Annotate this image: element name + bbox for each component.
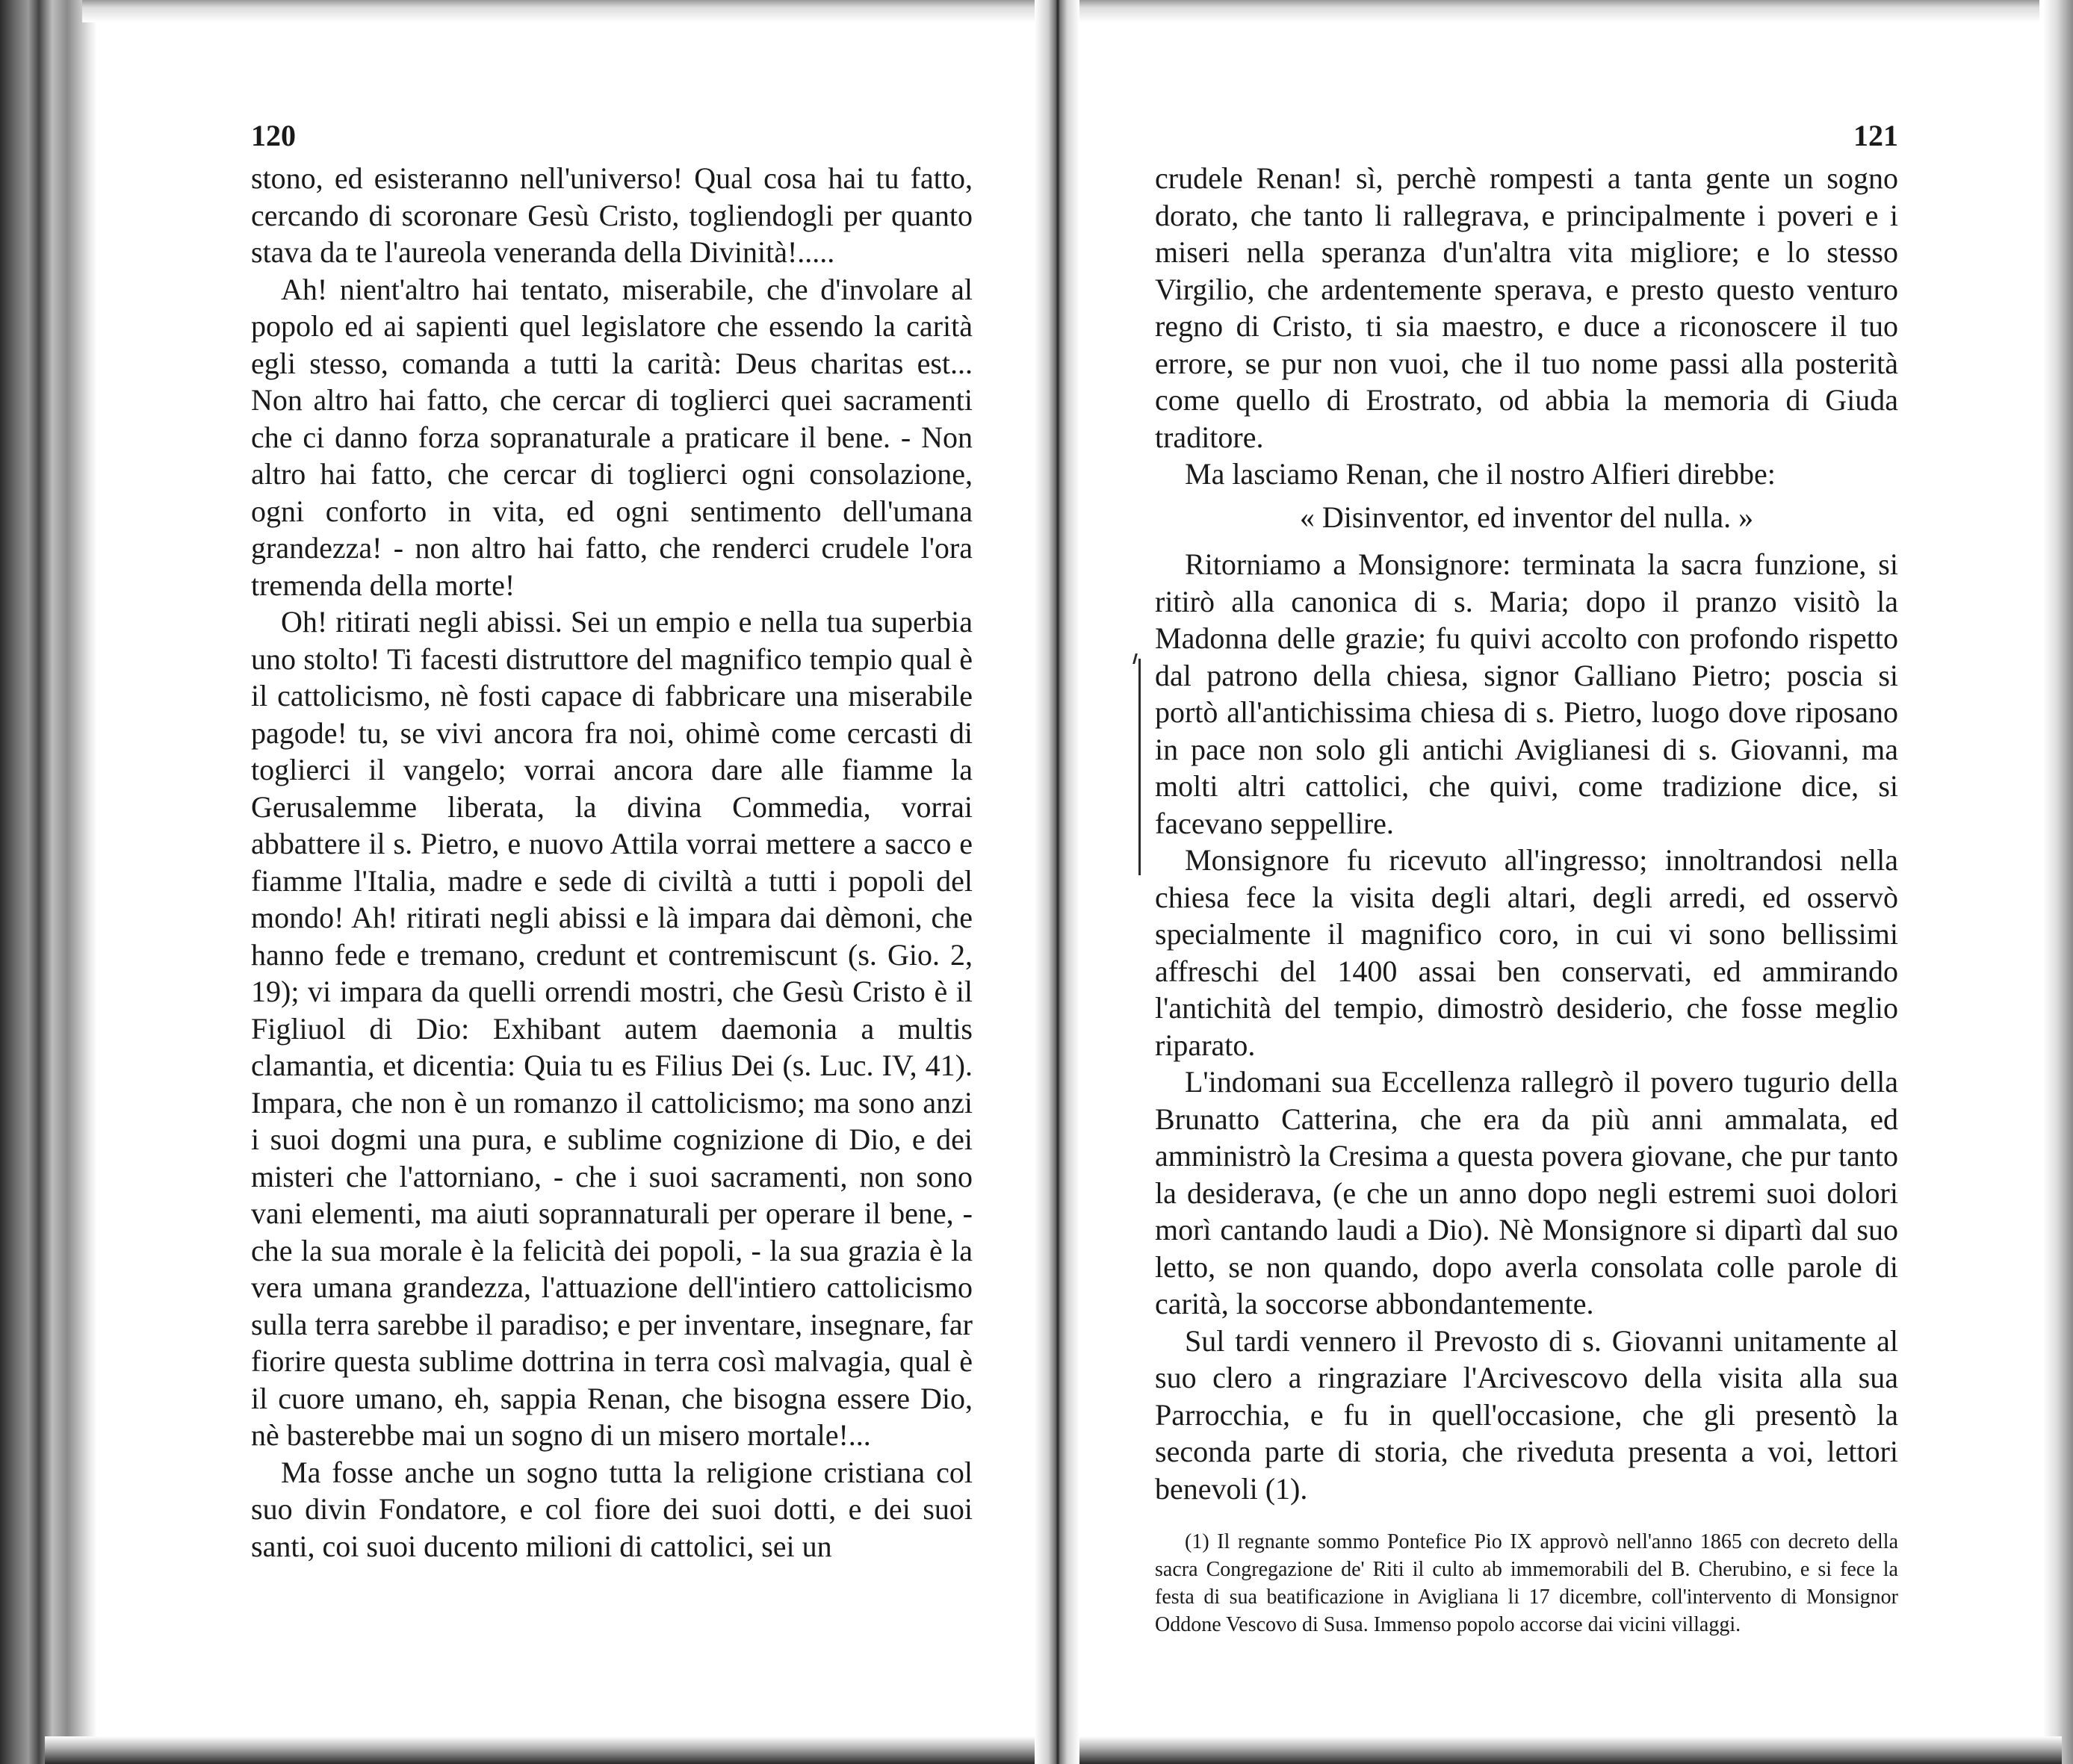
right-paragraph-5: L'indomani sua Eccellenza rallegrò il povero tugurio della Brunatto Catterina, che era da più anni ammalata, ed amministrò la Cresima a questa povera giovane, che pur tanto la desiderava, (e che un anno dopo negli estremi suoi dolori morì cantando laudi a Dio). Nè Monsignore si dipartì dal suo letto, se non quando, dopo averla consolata colle parole di carità, la soccorse abbondantemente.: [1155, 1065, 1898, 1320]
book-edge-left: [0, 0, 97, 1764]
left-page: [251, 119, 973, 1565]
left-paragraph-2: Ah! nient'altro hai tentato, miserabile, che d'involare al popolo ed ai sapienti quel legislatore che essendo la carità egli stesso, comanda a tutti la carità: Deus charitas est... Non altro hai fatto, che cercar di toglierci quei sacramenti che ci danno forza sopranaturale a praticare il bene. - Non altro hai fatto, che cercar di toglierci ogni consolazione, ogni conforto in vita, ed ogni sentimento dell'umana grandezza! - non altro hai fatto, che renderci crudele l'ora tremenda della morte!: [251, 272, 973, 602]
left-page-body: [251, 160, 973, 1565]
footnotes: [1155, 1528, 1898, 1639]
book-gutter: [1035, 0, 1079, 1764]
book-edge-right: [2043, 0, 2073, 1764]
right-page: [1155, 119, 1898, 1639]
right-paragraph-4: Monsignore fu ricevuto all'ingresso; innoltrandosi nella chiesa fece la visita degli altari, degli arredi, ed osservò specialmente il magnifico coro, in cui vi sono bellissimi affreschi del 1400 assai ben conservati, ed ammirando l'antichità del tempio, dimostrò desiderio, che fosse meglio riparato.: [1155, 843, 1898, 1062]
verse-quote-text: « Disinventor, ed inventor del nulla. »: [1299, 500, 1754, 534]
left-paragraph-3: Oh! ritirati negli abissi. Sei un empio e nella tua superbia uno stolto! Ti facesti distruttore del magnifico tempio qual è il cattolicismo, nè fosti capace di fabbricare una miserabile pagode! tu, se vivi ancora fra noi, ohimè come cercasti di toglierci il vangelo; vorrai ancora dare alle fiamme la Gerusalemme liberata, la divina Commedia, vorrai abbattere il s. Pietro, e nuovo Attila vorrai mettere a sacco e fiamme l'Italia, madre e sede di civiltà a tutti i popoli del mondo! Ah! ritirati negli abissi e là impara dai dèmoni, che hanno fede e tremano, credunt et contremiscunt (s. Gio. 2, 19); vi impara da quelli orrendi mostri, che Gesù Cristo è il Figliuol di Dio: Exhibant autem daemonia a multis clamantia, et dicentia: Quia tu es Filius Dei (s. Luc. IV, 41). Impara, che non è un romanzo il cattolicismo; ma sono anzi i suoi dogmi una pura, e sublime cognizione di Dio, e dei misteri che l'attorniano, - che i suoi sacramenti, non sono vani elementi, ma aiuti soprannaturali per operare il bene, - che la sua morale è la felicità dei popoli, - la sua grazia è la vera umana grandezza, l'attuazione dell'intiero cattolicismo sulla terra sarebbe il paradiso; e per inventare, insegnare, far fiorire questa sublime dottrina in terra così malvagia, qual è il cuore umano, eh, sappia Renan, che bisogna essere Dio, nè basterebbe mai un sogno di un misero mortale!...: [251, 605, 973, 1452]
page-number-left: 120: [251, 119, 296, 152]
right-paragraph-6: Sul tardi vennero il Prevosto di s. Giovanni unitamente al suo clero a ringraziare l'Arcivescovo della visita alla sua Parrocchia, e fu in quell'occasione, che gli presentò la seconda parte di storia, che riveduta presenta a voi, lettori benevoli (1).: [1155, 1323, 1898, 1506]
right-paragraph-2: Ma lasciamo Renan, che il nostro Alfieri direbbe:: [1185, 457, 1776, 491]
page-number-right: 121: [1853, 119, 1898, 152]
right-paragraph-3: Ritorniamo a Monsignore: terminata la sacra funzione, si ritirò alla canonica di s. Maria; dopo il pranzo visitò la Madonna delle grazie; fu quivi accolto con profondo rispetto dal patrono della chiesa, signor Galliano Pietro; poscia si portò all'antichissima chiesa di s. Pietro, luogo dove riposano in pace non solo gli antichi Aviglianesi di s. Giovanni, ma molti altri cattolici, che quivi, come tradizione dice, si facevano seppellire.: [1155, 547, 1898, 840]
footnote-1: (1) Il regnante sommo Pontefice Pio IX approvò nell'anno 1865 con decreto della sacra Congregazione de' Riti il culto ab immemorabili del B. Cherubino, e si fece la festa di sua beatificazione in Avigliana li 17 dicembre, coll'intervento di Monsignor Oddone Vescovo di Susa. Immenso popolo accorse dai vicini villaggi.: [1155, 1530, 1898, 1636]
left-paragraph-1: stono, ed esisteranno nell'universo! Qual cosa hai tu fatto, cercando di scoronare Gesù Cristo, togliendogli per quanto stava da te l'aureola veneranda della Divinità!.....: [251, 161, 973, 269]
right-paragraph-1: crudele Renan! sì, perchè rompesti a tanta gente un sogno dorato, che tanto li rallegrava, e principalmente i poveri e i miseri nella speranza d'un'altra vita migliore; e lo stesso Virgilio, che ardentemente sperava, e presto questo venturo regno di Cristo, ti sia maestro, e duce a riconoscere il tuo errore, se pur non vuoi, che il tuo nome passi alla posterità come quello di Erostrato, od abbia la memoria di Giuda traditore.: [1155, 161, 1898, 454]
left-paragraph-4: Ma fosse anche un sogno tutta la religione cristiana col suo divin Fondatore, e col fiore dei suoi dotti, e dei suoi santi, coi suoi ducento milioni di cattolici, sei un: [251, 1455, 973, 1563]
verse-quote: [1155, 499, 1898, 536]
right-page-body: [1155, 160, 1898, 1507]
margin-pencil-line: [1138, 659, 1141, 875]
